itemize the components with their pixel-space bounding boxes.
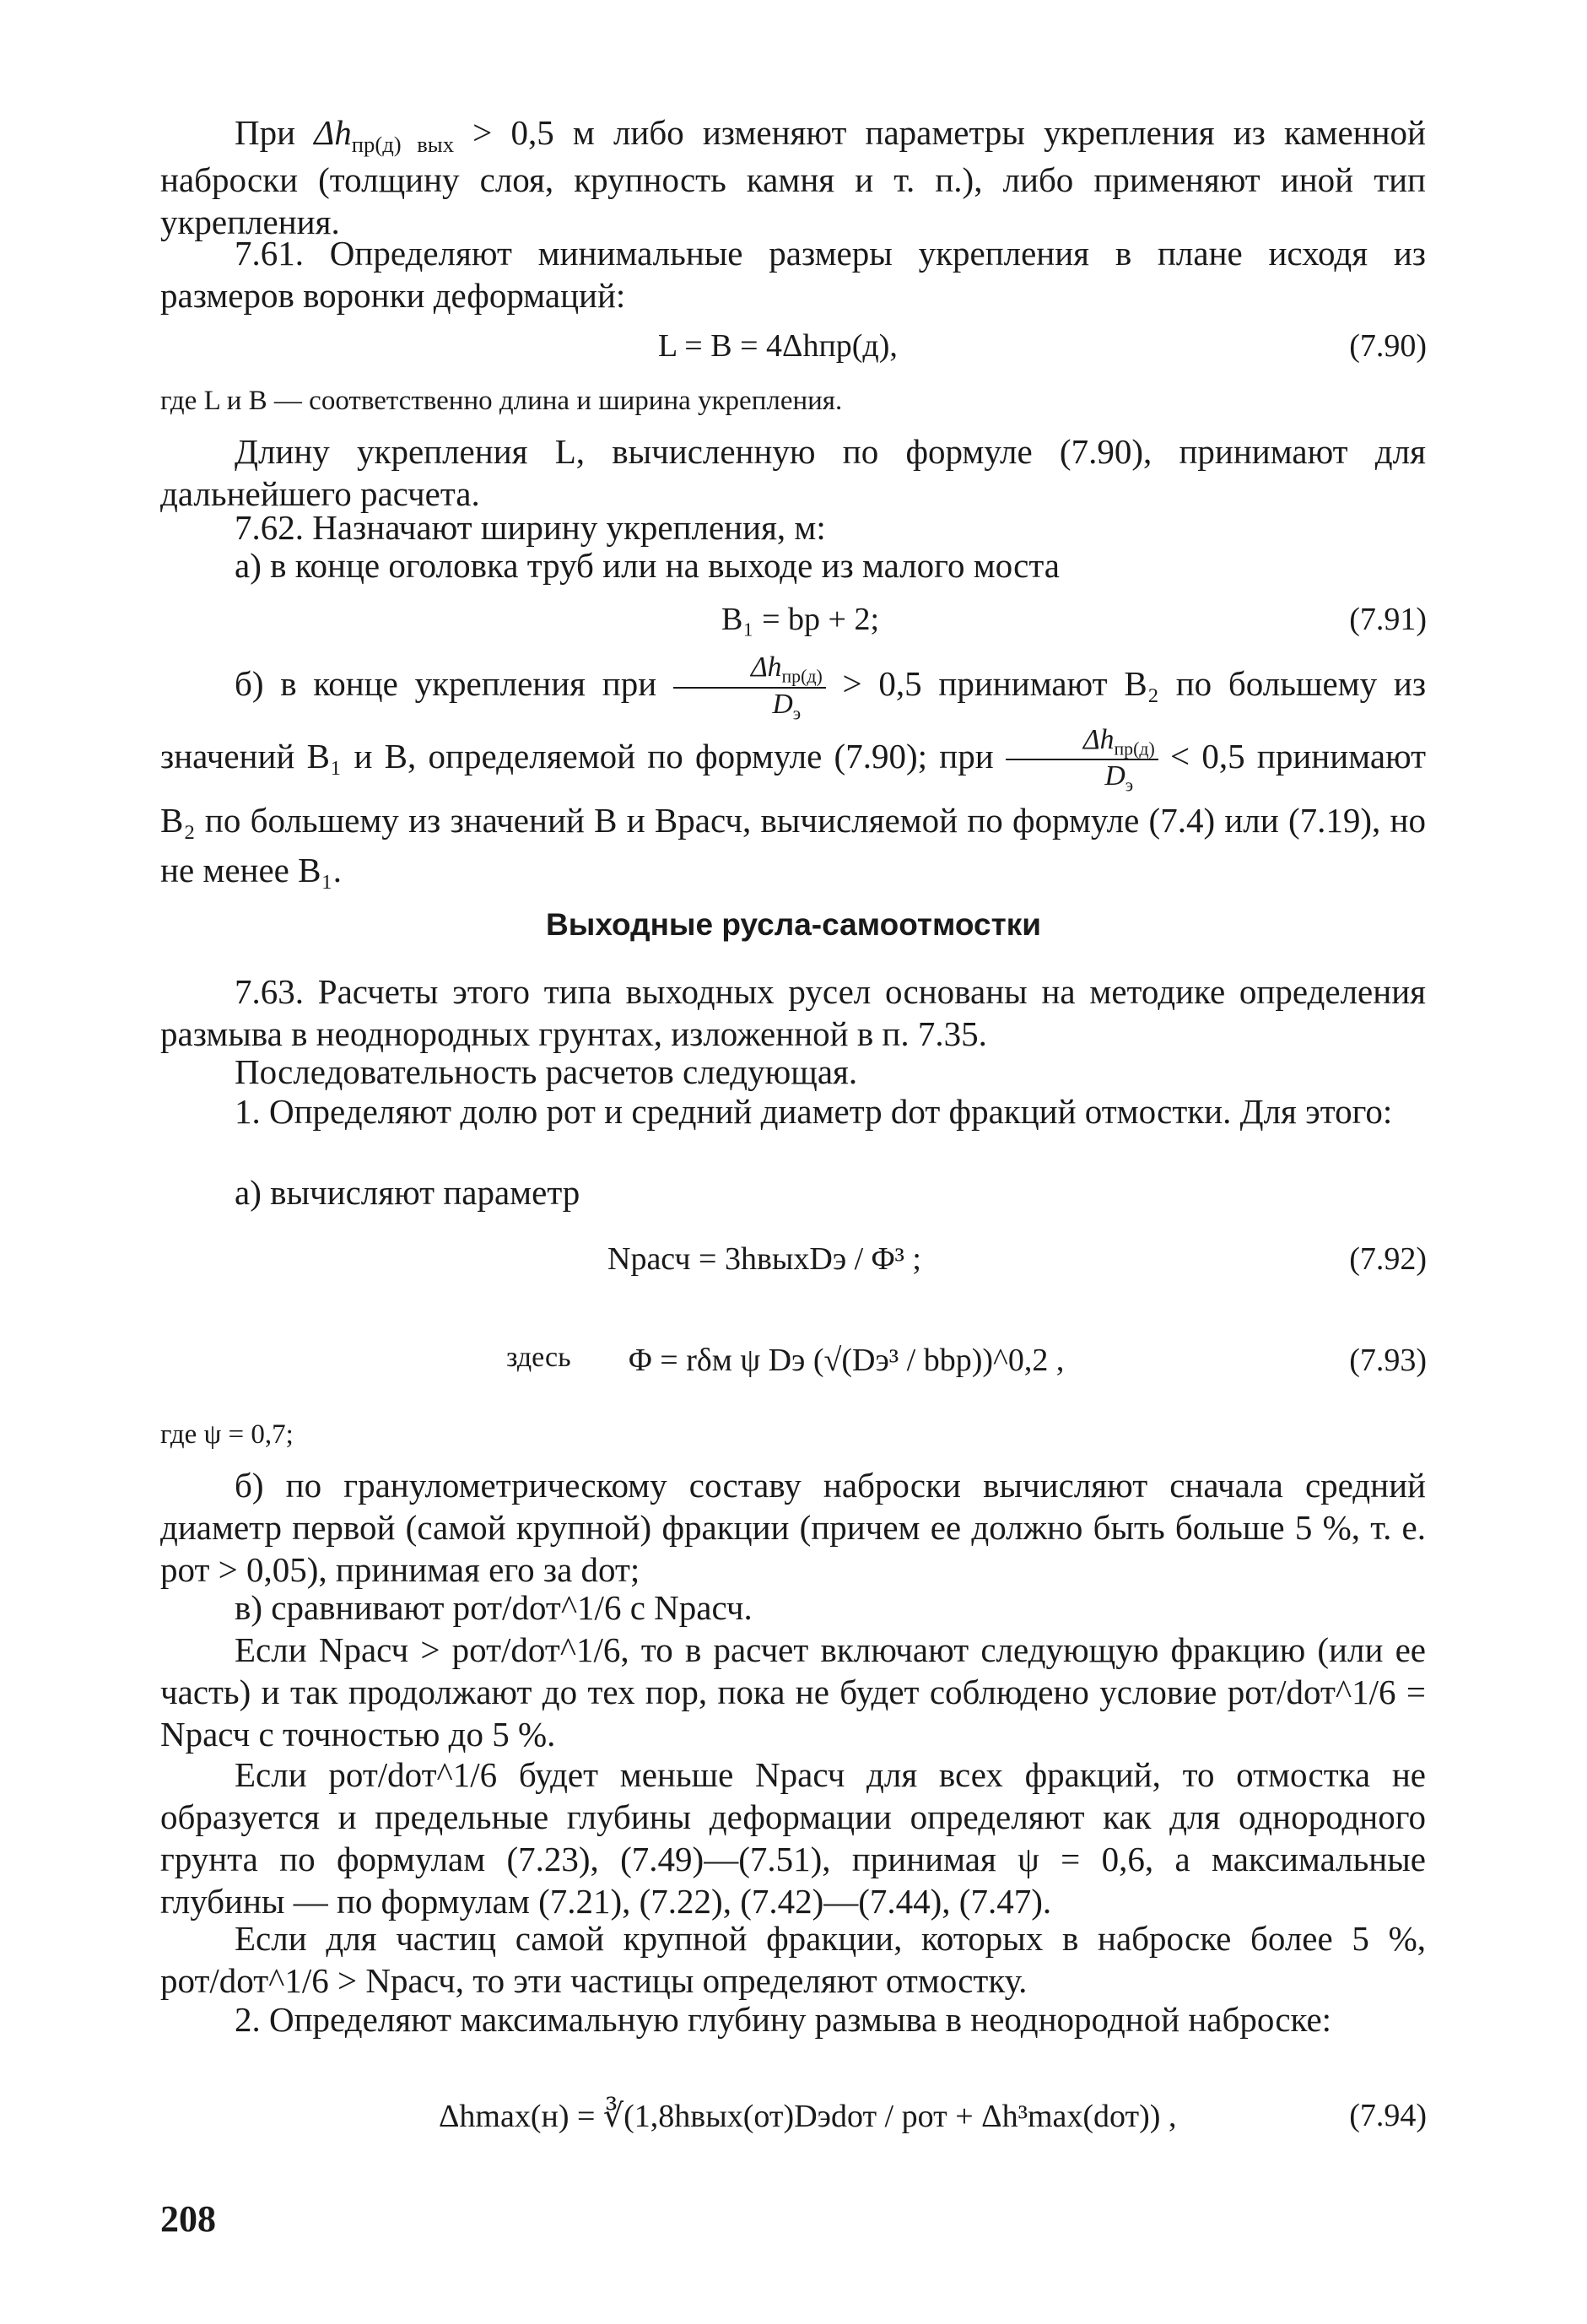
paragraph-if-1: Если Nрасч > pот/dот^1/6, то в расчет включают следующую фракцию (или ее часть) и так продолжают до тех пор, пока не будет соблюдено условие pот/dот^1/6 = Nрасч с точностью до 5 %. (160, 1630, 1426, 1754)
fraction-dh-over-de: $\frac{\Delta h_{пр(д)}}{D_э}$ (673, 651, 826, 724)
paragraph-step-1: 1. Определяют долю pот и средний диаметр dот фракций отмостки. Для этого: (235, 1092, 1393, 1131)
equation-7-93: Φ = rδм ψ Dэ (√(Dэ³ / bbр))^0,2 , (629, 1343, 1065, 1378)
paragraph-if-2: Если pот/dот^1/6 будет меньше Nрасч для всех фракций, то отмостка не образуется и предельные глубины деформации определяют как для однородного грунта по формулам (7.23), (7.49)—(7.51), принимая ψ = 0,6, а максимальные глубины — по формулам (7.21), (7.22), (7.42)—(7.44), (7.47). (160, 1755, 1426, 1921)
paragraph-step-1c: в) сравнивают pот/dот^1/6 с Nрасч. (235, 1588, 753, 1627)
paragraph-if-3: Если для частиц самой крупной фракции, которых в наброске более 5 %, pот/dот^1/6 > Nрасч, то эти частицы определяют отмостку. (160, 1919, 1426, 2001)
paragraph-step-2: 2. Определяют максимальную глубину размыва в неоднородной наброске: (235, 2000, 1332, 2039)
equation-7-94: Δhmax(н) = ∛(1,8hвых(от)Dэdот / pот + Δh³max(dот)) , (439, 2099, 1177, 2134)
where-l-b: где L и B — соответственно длина и ширина укрепления. (160, 386, 843, 416)
equation-number-7-92: (7.92) (1349, 1241, 1427, 1277)
equation-7-91: B₁ = bр + 2; (721, 602, 880, 637)
paragraph-step-1a: а) вычисляют параметр (235, 1173, 580, 1212)
paragraph-item-a: а) в конце оголовка труб или на выходе из малого моста (235, 546, 1060, 585)
paragraph-1: При $\Delta h_{пр(д) вых} > 0,5$ м либо изменяют параметры укрепления из каменной наброски (толщину слоя, крупность камня и т. п.), либо применяют иной тип укрепления. (160, 113, 1426, 241)
paragraph-1-rest: > 0,5 м либо изменяют параметры укрепления из каменной наброски (толщину слоя, крупность камня и т. п.), либо применяют иной тип укрепления. (160, 113, 1426, 241)
paragraph-sequence: Последовательность расчетов следующая. (235, 1052, 858, 1091)
equation-number-7-93: (7.93) (1349, 1343, 1427, 1378)
paragraph-length: Длину укрепления L, вычисленную по формуле (7.90), принимают для дальнейшего расчета. (160, 432, 1426, 514)
paragraph-step-1b: б) по гранулометрическому составу наброски вычисляют сначала средний диаметр первой (самой крупной) фракции (причем ее должно быть больше 5 %, т. е. pот > 0,05), принимая его за dот; (160, 1466, 1426, 1590)
item-b-end: < 0,5 принимают B₂ по большему из значений B и Bрасч, вычисляемой по формуле (7.4) или (7.19), но не менее B₁. (160, 736, 1427, 890)
fraction-dh-over-de-2: $\frac{\Delta h_{пр(д)}}{D_э}$ (1006, 724, 1158, 797)
section-heading: Выходные русла-самоотмостки (546, 907, 1041, 942)
equation-7-92: Nрасч = 3hвыхDэ / Φ³ ; (607, 1241, 921, 1277)
paragraph-7-62: 7.62. Назначают ширину укрепления, м: (235, 508, 826, 547)
here-label: здесь (506, 1342, 571, 1373)
where-psi: где ψ = 0,7; (160, 1419, 294, 1450)
equation-number-7-94: (7.94) (1349, 2098, 1427, 2133)
paragraph-7-63: 7.63. Расчеты этого типа выходных русел основаны на методике определения размыва в неоднородных грунтах, изложенной в п. 7.35. (160, 972, 1426, 1054)
paragraph-7-61: 7.61. Определяют минимальные размеры укрепления в плане исходя из размеров воронки деформаций: (160, 234, 1426, 316)
paragraph-item-b (160, 651, 1426, 896)
item-b-middle: > 0,5 принимают B₂ по большему из значений B₁ и B, определяемой по формуле (7.90); при (160, 664, 1427, 776)
paragraph-1-start: При (235, 113, 315, 152)
item-b-start: б) в конце укрепления при (235, 664, 657, 704)
page-number: 208 (160, 2198, 216, 2240)
equation-number-7-90: (7.90) (1349, 328, 1427, 364)
equation-7-90: L = B = 4Δhпр(д), (658, 328, 898, 364)
equation-number-7-91: (7.91) (1349, 602, 1427, 637)
